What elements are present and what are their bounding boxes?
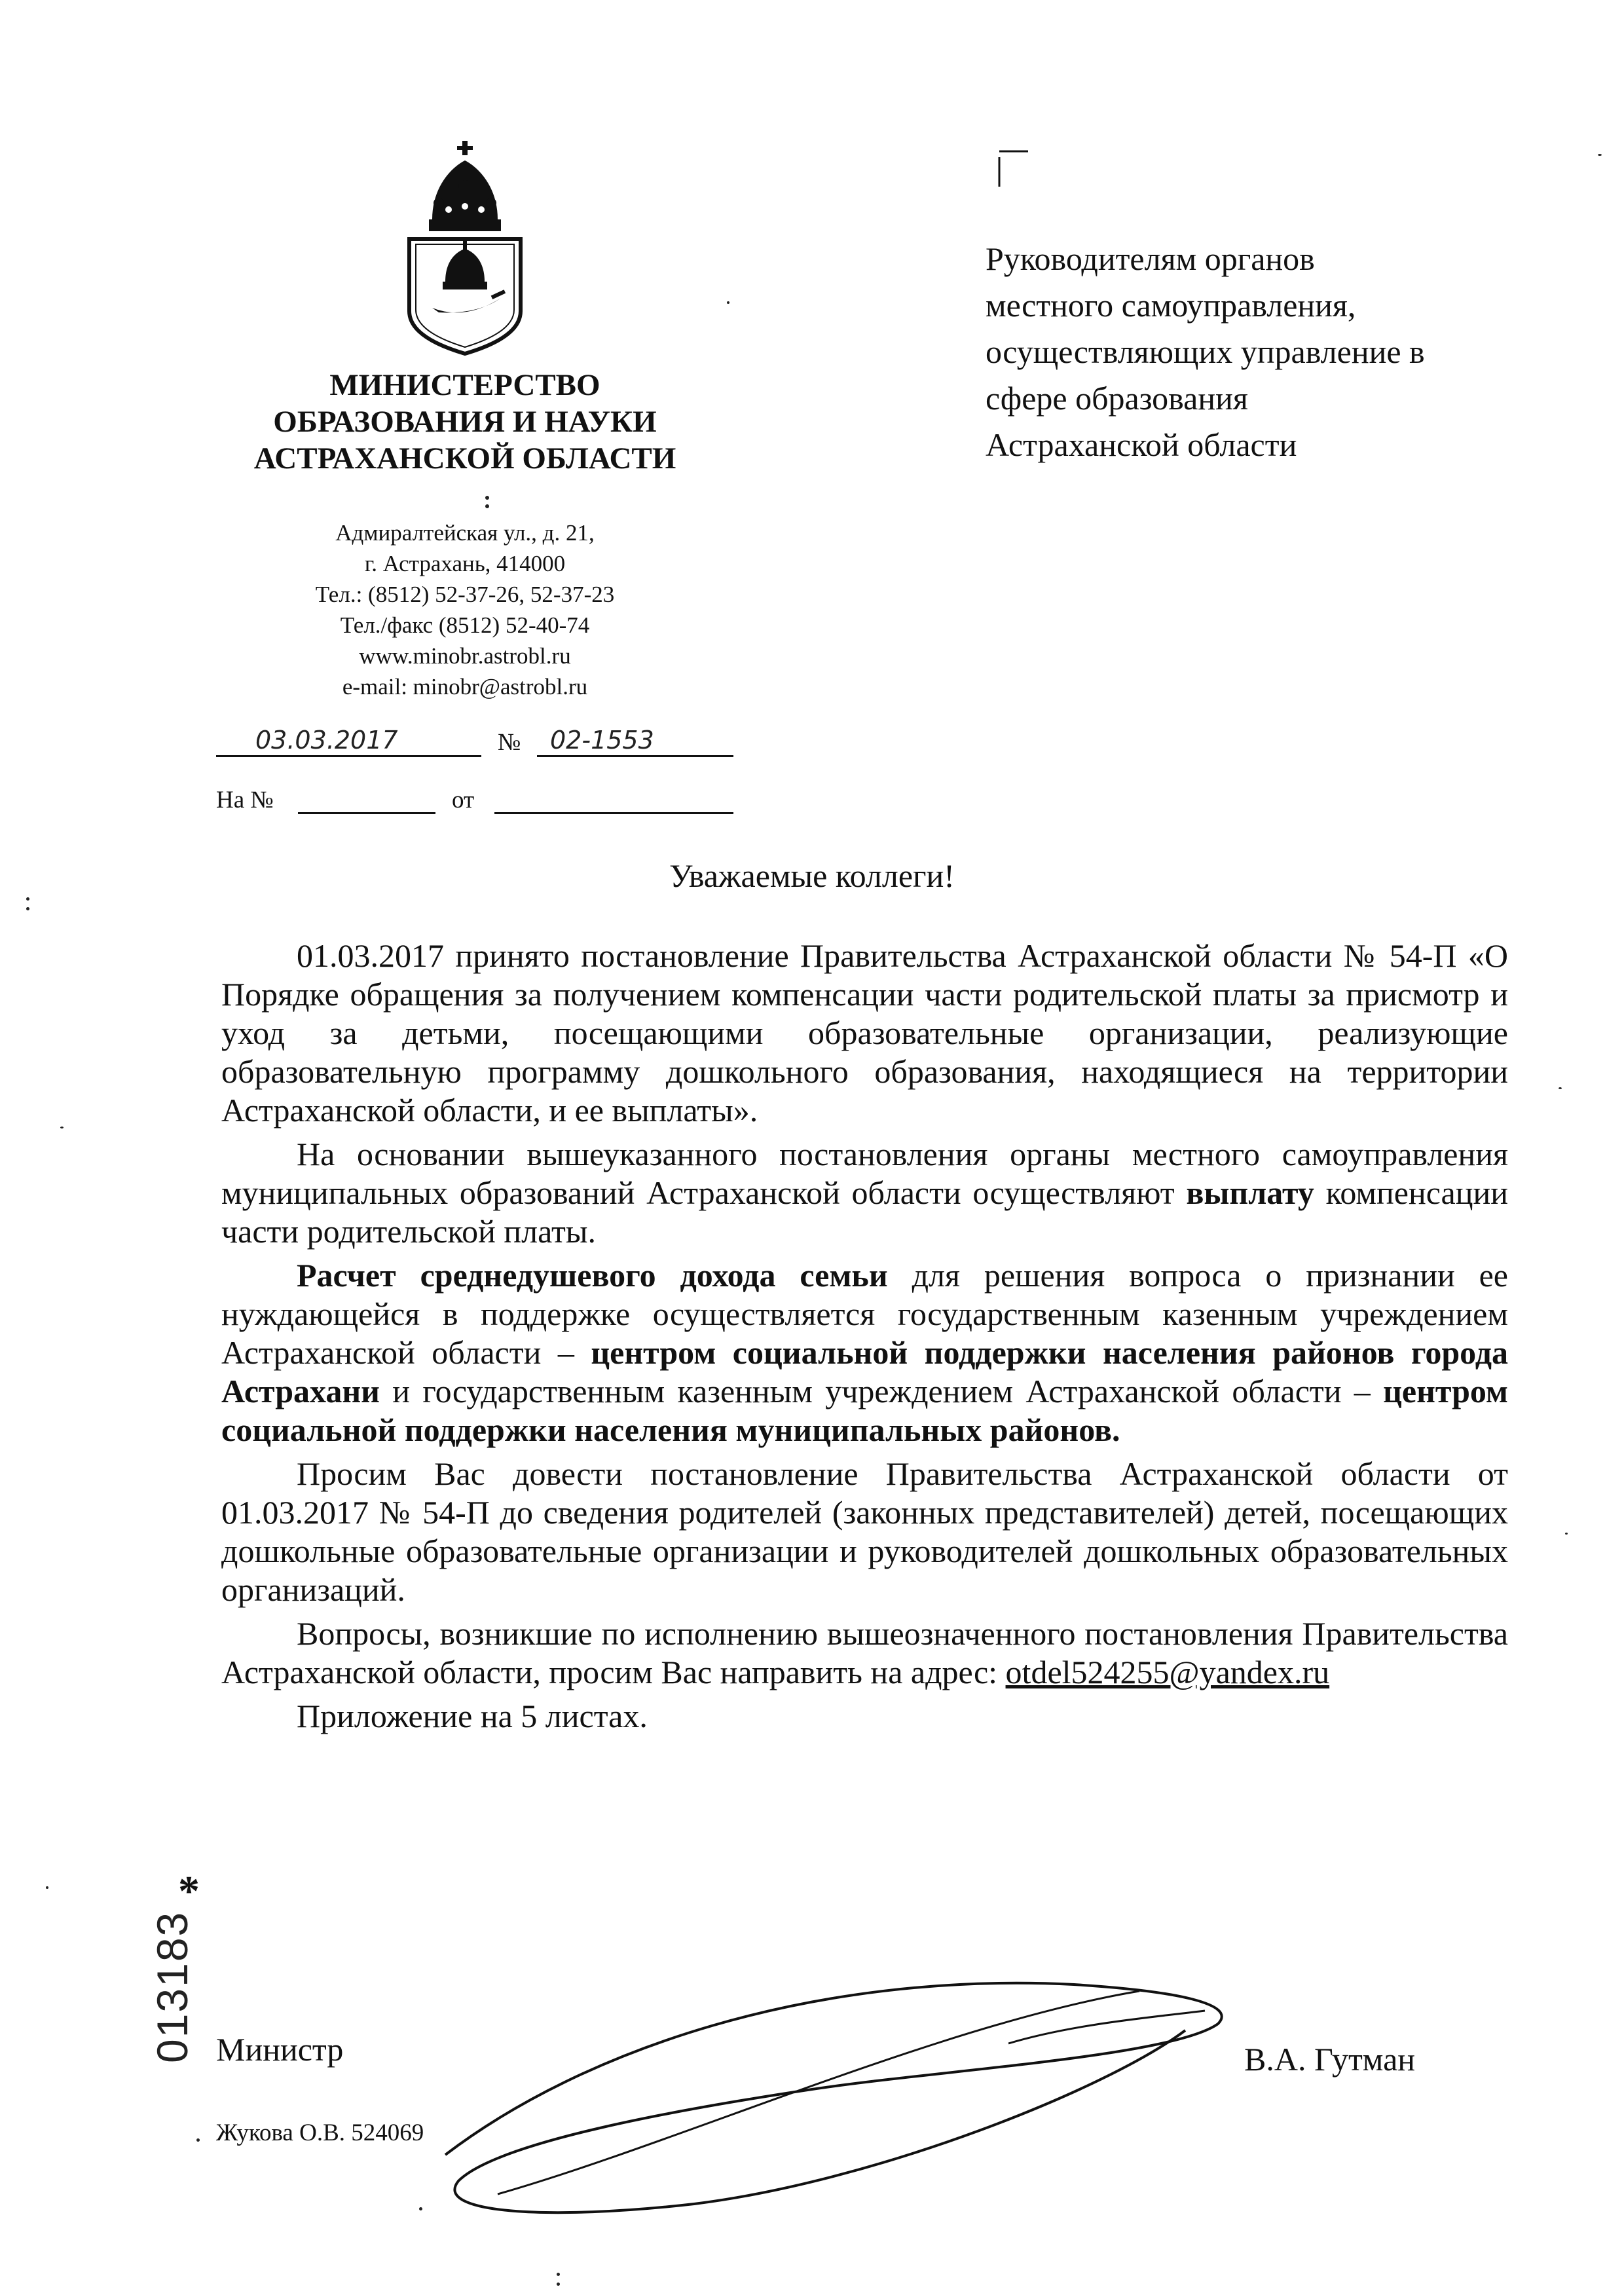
handwritten-signature xyxy=(419,1945,1257,2220)
ministry-line-3: АСТРАХАНСКОЙ ОБЛАСТИ xyxy=(253,441,676,475)
paragraph-5: Вопросы, возникшие по исполнению вышеозначенного постановления Правительства Астраханской области, просим Вас направить на адрес: otdel524255@yandex.ru xyxy=(221,1615,1508,1690)
paragraph-1: 01.03.2017 принято постановление Правительства Астраханской области № 54-П «О Порядке обращения за получением компенсации части родительской платы за присмотр и уход за детьми, посещающими образовательные организации, реализующие образовательную программу дошкольного образования, находящиеся на территории Астраханской области, и ее выплаты». xyxy=(221,937,1508,1128)
contact-fax: Тел./факс (8512) 52-40-74 xyxy=(340,612,590,638)
registration-date: 03.03.2017 xyxy=(255,726,398,755)
addressee-line-4: сфере образования xyxy=(986,380,1248,417)
emphasis-payment: выплату xyxy=(1186,1174,1314,1211)
letter-body xyxy=(221,937,1508,1741)
greeting: Уважаемые коллеги! xyxy=(669,857,955,894)
addressee-line-5: Астраханской области xyxy=(986,426,1297,463)
ministry-contacts xyxy=(223,517,707,702)
executor-info: Жукова О.В. 524069 xyxy=(216,2119,424,2146)
paragraph-3: Расчет среднедушевого дохода семьи для решения вопроса о признании ее нуждающейся в поддержке осуществляется государственным казенным учреждением Астраханской области – центром социальной поддержки населения районов города Астрахани и государственным казенным учреждением Астраханской области – центром социальной поддержки населения муниципальных районов. xyxy=(221,1257,1509,1448)
registration-number: 02-1553 xyxy=(550,726,654,755)
asterisk-mark: * xyxy=(178,1867,200,1915)
paragraph-4: Просим Вас довести постановление Правительства Астраханской области от 01.03.2017 № 54-П до сведения родителей (законных представителей) детей, посещающих дошкольные образовательные организации и руководителей дошкольных образовательных организаций. xyxy=(221,1455,1508,1608)
side-registration-number: 013183 xyxy=(148,1911,196,2063)
signatory-name: В.А. Гутман xyxy=(1244,2041,1416,2078)
signatory-role: Министр xyxy=(216,2031,344,2068)
reference-number-label: На № xyxy=(216,787,274,813)
ministry-line-1: МИНИСТЕРСТВО xyxy=(329,368,600,402)
contact-email: e-mail: minobr@astrobl.ru xyxy=(342,674,588,699)
reference-from-label: от xyxy=(452,787,475,813)
emphasis-center-districts: центром социальной поддержки населения муниципальных районов. xyxy=(221,1373,1508,1448)
contact-city: г. Астрахань, 414000 xyxy=(364,551,566,576)
contact-website: www.minobr.astrobl.ru xyxy=(359,643,571,669)
reference-line xyxy=(216,786,740,825)
contact-address: Адмиралтейская ул., д. 21, xyxy=(335,520,595,546)
ministry-name xyxy=(196,367,733,477)
emphasis-income: Расчет среднедушевого дохода семьи xyxy=(297,1257,888,1294)
ministry-line-2: ОБРАЗОВАНИЯ И НАУКИ xyxy=(273,405,657,439)
attachment-note: Приложение на 5 листах. xyxy=(297,1698,648,1734)
paragraph-2: На основании вышеуказанного постановления органы местного самоуправления муниципальных образований Астраханской области осуществляют выплату компенсации части родительской платы. xyxy=(221,1136,1509,1250)
contact-email-link[interactable]: otdel524255@yandex.ru xyxy=(1005,1654,1330,1690)
registration-line xyxy=(216,726,740,765)
contact-phone: Тел.: (8512) 52-37-26, 52-37-23 xyxy=(315,582,615,607)
address-corner-mark xyxy=(995,147,1035,187)
addressee-block xyxy=(986,236,1575,468)
addressee-line-2: местного самоуправления, xyxy=(986,287,1356,324)
coat-of-arms-emblem xyxy=(393,141,537,357)
registration-number-label: № xyxy=(498,729,521,756)
emphasis-center-city: центром социальной поддержки населения районов города Астрахани xyxy=(221,1334,1508,1409)
addressee-line-1: Руководителям органов xyxy=(986,240,1315,277)
addressee-line-3: осуществляющих управление в xyxy=(986,333,1425,370)
